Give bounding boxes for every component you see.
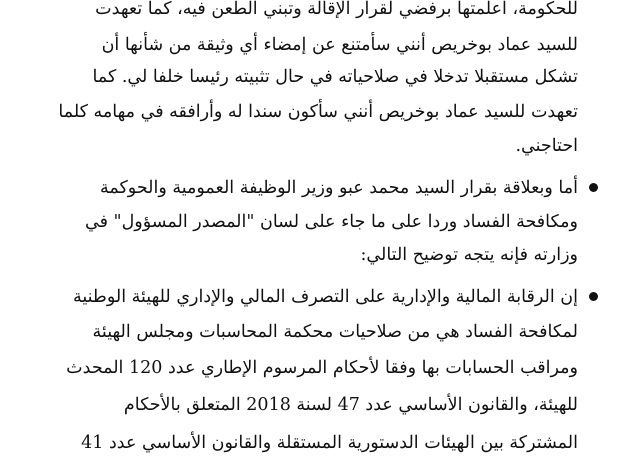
bullet-1-icon — [589, 183, 598, 192]
text-line-6: أما وبعلاقة بقرار السيد محمد عبو وزير الوظيفة العمومية والحوكمة — [99, 178, 578, 198]
bullet-2-icon — [589, 292, 598, 301]
text-line-1: للحكومة، أعلمتها برفضي لقرار الإقالة وتبني الطعن فيه، كما تعهدت — [95, 0, 578, 19]
text-line-4: تعهدت للسيد عماد بوخريص أنني سأكون سندا له وأرافقه في مهامه كلما — [58, 102, 578, 122]
text-line-13: المشتركة بين الهيئات الدستورية المستقلة والقانون الأساسي عدد 41 — [81, 433, 578, 453]
text-line-11: ومراقب الحسابات بها وفقا لأحكام المرسوم الإطاري عدد 120 المحدث — [66, 358, 578, 378]
text-line-3: تشكل مستقبلا تدخلا في صلاحياته في حال تثبيته رئيسا خلفا لي. كما — [92, 67, 578, 87]
text-line-7: ومكافحة الفساد وردا على ما جاء على لسان "المصدر المسؤول" في — [85, 212, 578, 232]
text-line-12: للهيئة، والقانون الأساسي عدد 47 لسنة 2018 المتعلق بالأحكام — [123, 395, 578, 415]
text-line-9: إن الرقابة المالية والإدارية على التصرف المالي والإداري للهيئة الوطنية — [72, 287, 578, 307]
text-line-2: للسيد عماد بوخريص أنني سأمتنع عن إمضاء أي وثيقة من شأنها أن — [101, 35, 578, 55]
text-line-10: لمكافحة الفساد هي من صلاحيات محكمة المحاسبات ومجلس الهيئة — [92, 322, 578, 342]
text-line-5: احتاجني. — [515, 136, 578, 156]
text-line-8: وزارته فإنه يتجه توضيح التالي: — [360, 245, 578, 265]
